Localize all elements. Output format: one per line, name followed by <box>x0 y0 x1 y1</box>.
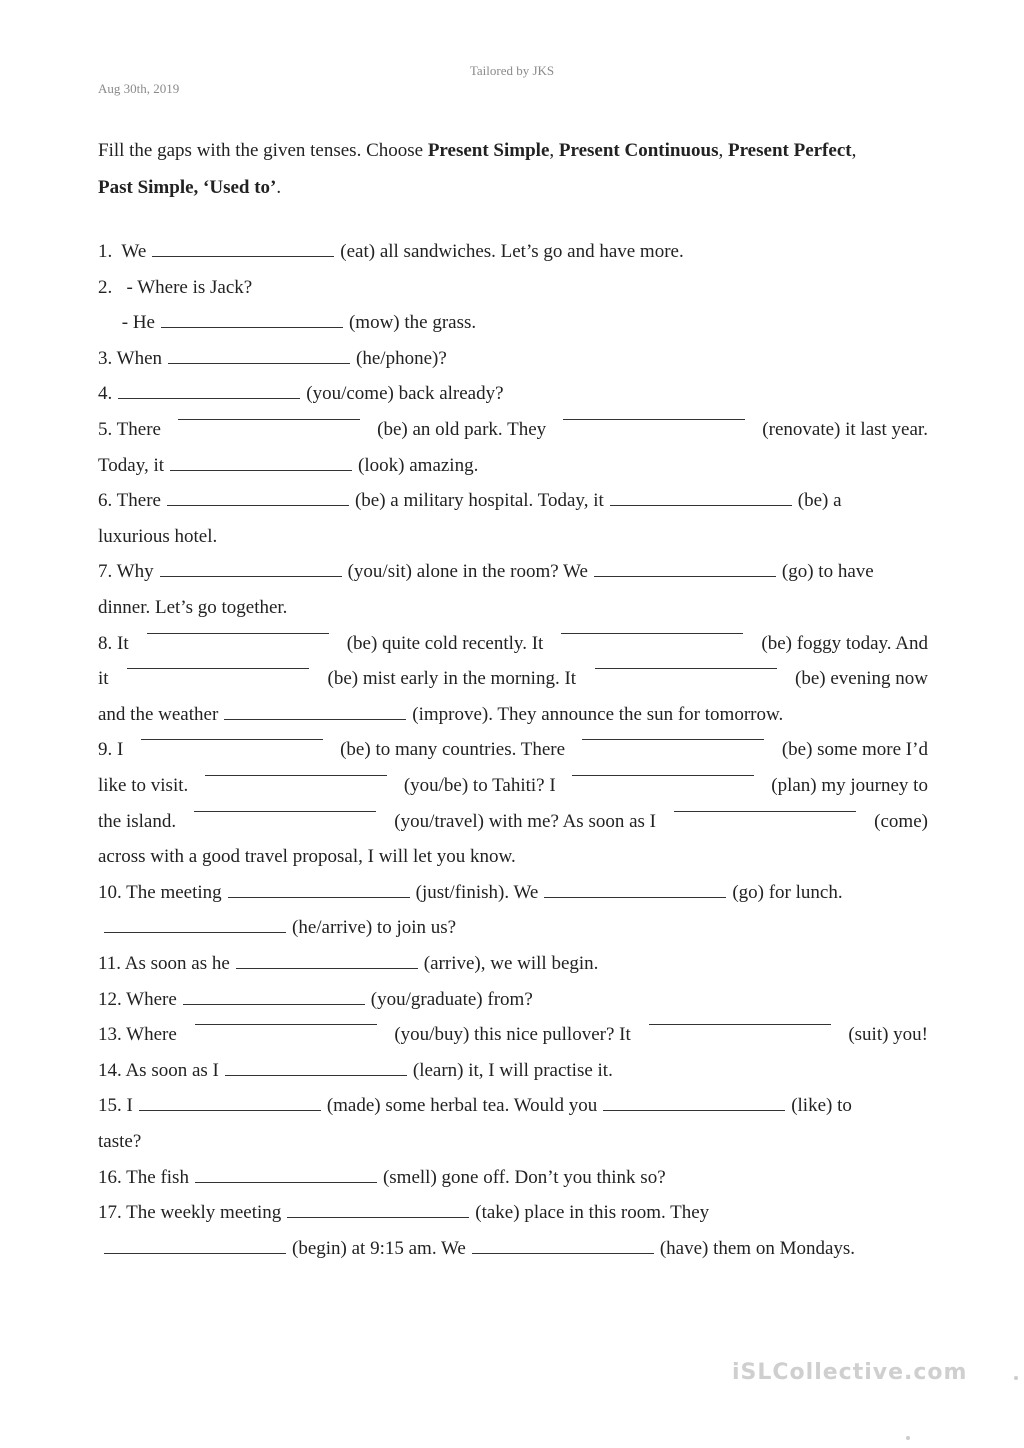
exercise-line <box>98 418 928 442</box>
answer-blank[interactable] <box>472 1252 654 1254</box>
answer-blank[interactable] <box>167 504 349 506</box>
decorative-dot <box>906 1436 910 1440</box>
exercise-line <box>98 560 928 584</box>
line-text: (smell) gone off. Don’t you think so? <box>382 1167 666 1188</box>
tense-present-simple: Present Simple <box>427 140 550 161</box>
exercise-line <box>98 382 928 406</box>
answer-blank[interactable] <box>147 632 329 634</box>
line-text: taste? <box>98 1131 142 1152</box>
line-text: like to visit. <box>98 775 189 796</box>
line-text: it <box>98 668 109 689</box>
exercise-line <box>98 454 928 478</box>
exercise-line <box>98 667 928 691</box>
line-text: (you/be) to Tahiti? I <box>403 775 556 796</box>
exercise-line <box>98 596 928 620</box>
line-text: (be) a military hospital. Today, it <box>354 490 604 511</box>
exercise-line <box>98 276 928 300</box>
line-text: (be) some more I’d <box>781 739 928 760</box>
line-text: 12. Where <box>98 989 177 1010</box>
answer-blank[interactable] <box>152 255 334 257</box>
line-text: (be) foggy today. And <box>761 633 928 654</box>
instructions-lead: Fill the gaps with the given tenses. Choose <box>98 140 428 161</box>
answer-blank[interactable] <box>563 418 745 420</box>
answer-blank[interactable] <box>183 1003 365 1005</box>
answer-blank[interactable] <box>561 632 743 634</box>
answer-blank[interactable] <box>674 810 856 812</box>
exercise-line <box>98 810 928 834</box>
answer-blank[interactable] <box>195 1023 377 1025</box>
exercise-line <box>98 703 928 727</box>
answer-blank[interactable] <box>595 667 777 669</box>
exercise-line <box>98 1201 928 1225</box>
line-text: (you/sit) alone in the room? We <box>347 561 588 582</box>
exercise-line <box>98 1094 928 1118</box>
exercise-line <box>98 774 928 798</box>
answer-blank[interactable] <box>594 575 776 577</box>
line-text: 1. We <box>98 241 147 262</box>
line-text: (you/travel) with me? As soon as I <box>394 811 656 832</box>
tense-present-perfect: Present Perfect <box>727 140 852 161</box>
line-text: 4. <box>98 383 113 404</box>
line-text: (go) to have <box>781 561 874 582</box>
sep: , <box>851 140 857 161</box>
exercise-line <box>98 988 928 1012</box>
line-text: (he/phone)? <box>356 348 447 369</box>
answer-blank[interactable] <box>582 738 764 740</box>
answer-blank[interactable] <box>127 667 309 669</box>
line-text: (like) to <box>791 1095 852 1116</box>
line-text: (be) to many countries. There <box>340 739 566 760</box>
exercise-line <box>98 632 928 656</box>
line-text: (be) a <box>797 490 842 511</box>
line-text: (take) place in this room. They <box>475 1202 710 1223</box>
sep: , <box>718 140 728 161</box>
line-text: 17. The weekly meeting <box>98 1202 282 1223</box>
line-text: 10. The meeting <box>98 882 222 903</box>
answer-blank[interactable] <box>603 1109 785 1111</box>
line-text: (suit) you! <box>848 1024 928 1045</box>
exercise-line <box>98 738 928 762</box>
worksheet-date: Aug 30th, 2019 <box>98 81 180 96</box>
answer-blank[interactable] <box>544 896 726 898</box>
line-text: (mow) the grass. <box>348 312 477 333</box>
decorative-dot <box>1014 1376 1018 1380</box>
line-text: (just/finish). We <box>415 882 539 903</box>
line-text: 15. I <box>98 1095 133 1116</box>
line-text: 8. It <box>98 633 129 654</box>
answer-blank[interactable] <box>610 504 792 506</box>
line-text: luxurious hotel. <box>98 526 218 547</box>
exercise-line <box>98 881 928 905</box>
line-text: 5. There <box>98 419 161 440</box>
answer-blank[interactable] <box>170 469 352 471</box>
line-text: (be) mist early in the morning. It <box>327 668 577 689</box>
line-text: (go) for lunch. <box>732 882 843 903</box>
line-text: 9. I <box>98 739 124 760</box>
answer-blank[interactable] <box>236 967 418 969</box>
tense-present-continuous: Present Continuous <box>558 140 719 161</box>
line-text: dinner. Let’s go together. <box>98 597 288 618</box>
line-text: 14. As soon as I <box>98 1060 219 1081</box>
answer-blank[interactable] <box>205 774 387 776</box>
line-text: (be) an old park. They <box>377 419 547 440</box>
answer-blank[interactable] <box>195 1181 377 1183</box>
answer-blank[interactable] <box>225 1074 407 1076</box>
exercise-line <box>98 1237 928 1261</box>
line-text: 6. There <box>98 490 161 511</box>
exercise-line <box>98 1023 928 1047</box>
line-text: (plan) my journey to <box>771 775 928 796</box>
answer-blank[interactable] <box>141 738 323 740</box>
sep: . <box>276 177 282 198</box>
line-text: (eat) all sandwiches. Let’s go and have more. <box>340 241 684 262</box>
answer-blank[interactable] <box>160 575 342 577</box>
line-text: 3. When <box>98 348 163 369</box>
exercise-line <box>98 952 928 976</box>
line-text: (come) <box>874 811 928 832</box>
line-text: 13. Where <box>98 1024 177 1045</box>
answer-blank[interactable] <box>228 896 410 898</box>
exercise-line <box>98 240 928 264</box>
line-text: (you/buy) this nice pullover? It <box>394 1024 631 1045</box>
line-text: - He <box>98 312 155 333</box>
answer-blank[interactable] <box>118 397 300 399</box>
line-text: (be) quite cold recently. It <box>346 633 544 654</box>
line-text: the island. <box>98 811 177 832</box>
exercise-line <box>98 916 928 940</box>
tailored-by: Tailored by JKS <box>469 63 555 78</box>
answer-blank[interactable] <box>287 1216 469 1218</box>
line-text: (arrive), we will begin. <box>423 953 599 974</box>
exercise-line <box>98 1130 928 1154</box>
answer-blank[interactable] <box>139 1109 321 1111</box>
answer-blank[interactable] <box>168 362 350 364</box>
answer-blank[interactable] <box>178 418 360 420</box>
answer-blank[interactable] <box>649 1023 831 1025</box>
exercise-line <box>98 845 928 869</box>
answer-blank[interactable] <box>224 718 406 720</box>
line-text: (have) them on Mondays. <box>659 1238 856 1259</box>
exercise-line <box>98 311 928 335</box>
answer-blank[interactable] <box>572 774 754 776</box>
line-text: and the weather <box>98 704 219 725</box>
line-text: (you/graduate) from? <box>370 989 533 1010</box>
tense-past-simple-used-to: Past Simple, ‘Used to’ <box>98 177 277 198</box>
line-text: (begin) at 9:15 am. We <box>292 1238 466 1259</box>
line-text: 2. - Where is Jack? <box>98 277 253 298</box>
exercise-line <box>98 1059 928 1083</box>
line-text: (improve). They announce the sun for tomorrow. <box>412 704 784 725</box>
watermark: iSLCollective.com <box>732 1360 968 1385</box>
line-text: (made) some herbal tea. Would you <box>326 1095 598 1116</box>
line-text: 7. Why <box>98 561 154 582</box>
line-text: across with a good travel proposal, I will let you know. <box>98 846 516 867</box>
line-text: (he/arrive) to join us? <box>292 917 457 938</box>
answer-blank[interactable] <box>161 326 343 328</box>
line-text: (learn) it, I will practise it. <box>412 1060 613 1081</box>
instructions <box>98 132 928 206</box>
line-text: Today, it <box>98 455 165 476</box>
sep: , <box>549 140 559 161</box>
answer-blank[interactable] <box>194 810 376 812</box>
line-text: 11. As soon as he <box>98 953 230 974</box>
line-text: (look) amazing. <box>358 455 479 476</box>
answer-blank[interactable] <box>104 931 286 933</box>
line-text: (be) evening now <box>795 668 928 689</box>
answer-blank[interactable] <box>104 1252 286 1254</box>
line-text: (renovate) it last year. <box>762 419 928 440</box>
exercise-line <box>98 347 928 371</box>
line-text: 16. The fish <box>98 1167 189 1188</box>
exercise-line <box>98 1166 928 1190</box>
line-text: (you/come) back already? <box>306 383 504 404</box>
exercise-line <box>98 489 928 513</box>
exercise-line <box>98 525 928 549</box>
